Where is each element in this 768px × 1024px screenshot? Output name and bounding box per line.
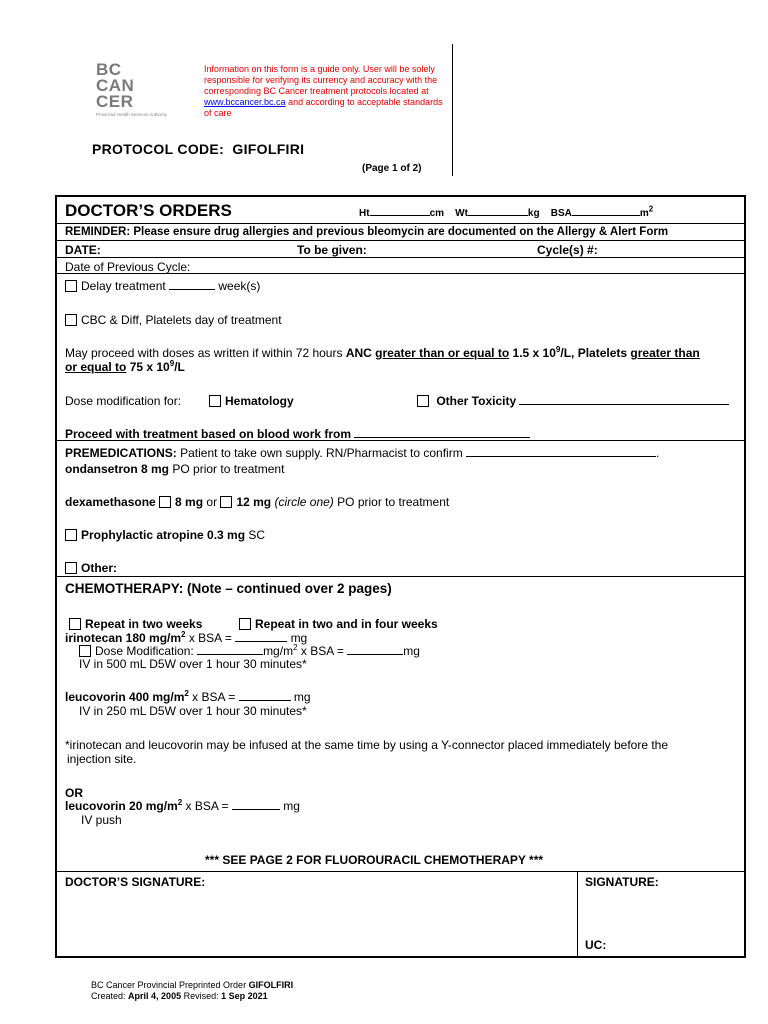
logo-line-3: CER — [96, 92, 134, 111]
dose-mod-bsa: x BSA = — [300, 644, 344, 658]
dexa-route: PO prior to treatment — [337, 495, 450, 509]
footer — [91, 980, 293, 1002]
ondansetron-route: PO prior to treatment — [172, 462, 285, 476]
iv-push: IV push — [81, 813, 122, 827]
plt-unit: /L — [174, 360, 185, 374]
irinotecan-mg: mg — [290, 631, 308, 645]
form-title: DOCTOR’S ORDERS — [65, 201, 232, 220]
delay-label: Delay treatment — [81, 279, 166, 293]
date-label: DATE: — [65, 243, 101, 257]
cbc-checkbox[interactable] — [65, 314, 77, 326]
dose-mod-mg: mg — [403, 644, 420, 658]
cbc-item — [65, 313, 282, 327]
dose-mod-label: Dose Modification: — [95, 644, 194, 658]
delay-checkbox[interactable] — [65, 280, 77, 292]
atropine-line — [65, 528, 265, 542]
proceed-text: May proceed with doses as written if within 72 hours — [65, 346, 343, 360]
bloodwork-section — [57, 274, 744, 441]
previous-cycle-row — [57, 258, 744, 274]
other-premed-checkbox[interactable] — [65, 562, 77, 574]
plt-val: 75 x 10 — [129, 360, 170, 374]
header-row — [57, 197, 744, 224]
dexa-12-checkbox[interactable] — [220, 496, 232, 508]
irinotecan-dose: irinotecan 180 mg/m — [65, 631, 182, 645]
chemotherapy-section — [57, 577, 744, 872]
to-be-given-label: To be given: — [297, 243, 367, 257]
leucovorin-400-mg-field[interactable] — [239, 691, 291, 701]
m2-sup: 2 — [648, 204, 654, 214]
uc-label: UC: — [585, 938, 607, 952]
ondansetron-dose: ondansetron 8 mg — [65, 462, 170, 476]
premed-header: PREMEDICATIONS: Patient to take own supply. RN/Pharmacist to confirm . — [65, 446, 660, 460]
doctor-signature-label: DOCTOR’S SIGNATURE: — [65, 875, 206, 889]
other-toxicity-checkbox[interactable] — [417, 395, 429, 407]
measurements — [359, 206, 653, 219]
other-toxicity-field[interactable] — [519, 395, 729, 405]
premed-note: Patient to take own supply. RN/Pharmacist to confirm — [180, 446, 463, 460]
bc-cancer-logo — [96, 62, 196, 117]
bsa-label: BSA — [550, 208, 572, 219]
reminder-row — [57, 224, 744, 241]
dose-mod-sup: 2 — [293, 643, 298, 652]
ht-field[interactable] — [370, 206, 430, 216]
repeat-two-four-weeks — [239, 617, 438, 631]
leucovorin-20-line — [65, 799, 300, 813]
premedications-section — [57, 441, 744, 577]
disclaimer-text-2: and according to acceptable standards of care — [204, 97, 443, 118]
dexamethasone-line — [65, 495, 449, 509]
cbc-label: CBC & Diff, Platelets day of treatment — [81, 313, 282, 327]
protocol-value: GIFOLFIRI — [232, 141, 305, 157]
leucovorin-20-mg: mg — [283, 799, 300, 813]
gt-text: greater than — [630, 346, 700, 360]
ht-label: Ht — [359, 208, 370, 219]
bccancer-link[interactable]: www.bccancer.bc.ca — [204, 97, 286, 107]
other-premed-label: Other: — [81, 561, 117, 575]
leucovorin-400-sup: 2 — [184, 689, 189, 698]
dose-modification-line — [79, 644, 420, 658]
disclaimer-text-1: Information on this form is a guide only. User will be solely responsible for verifying its currency and accuracy with the corresponding BC Cancer treatment protocols located at — [204, 64, 438, 96]
signature-label: SIGNATURE: — [585, 875, 659, 889]
atropine-checkbox[interactable] — [65, 529, 77, 541]
dose-mod-unit: mg/m — [263, 644, 294, 658]
dexa-label: dexamethasone — [65, 495, 156, 509]
anc-unit: /L, Platelets — [560, 346, 628, 360]
logo-line-2: CAN — [96, 76, 135, 95]
atropine-route: SC — [248, 528, 266, 542]
proceed-line-2 — [65, 360, 185, 374]
weeks-label: week(s) — [218, 279, 261, 293]
chemo-title: CHEMOTHERAPY: (Note – continued over 2 pages) — [65, 581, 392, 596]
footer-code: GIFOLFIRI — [248, 980, 294, 990]
wt-field[interactable] — [468, 206, 528, 216]
logo-line-1: BC — [96, 60, 122, 79]
signature-divider — [577, 872, 578, 956]
premed-title: PREMEDICATIONS: — [65, 446, 177, 460]
wt-label: Wt — [455, 208, 468, 219]
footer-line-2 — [91, 991, 293, 1002]
revised-date: 1 Sep 2021 — [221, 991, 268, 1001]
dexa-8-label: 8 mg — [175, 495, 204, 509]
infusion-note-1: *irinotecan and leucovorin may be infused at the same time by using a Y-connector placed immediately before the — [65, 738, 669, 752]
logo-subtitle: Provincial Health Services Authority — [96, 112, 168, 117]
header-divider — [452, 44, 453, 176]
signature-section — [57, 872, 744, 956]
cm-label: cm — [429, 208, 445, 219]
irinotecan-mg-field[interactable] — [235, 632, 287, 642]
other-toxicity-item — [417, 394, 729, 408]
leucovorin-20-sup: 2 — [177, 798, 183, 807]
infusion-note-2: injection site. — [67, 752, 137, 766]
proceed-bloodwork — [65, 427, 530, 441]
proceed-line-1 — [65, 346, 700, 360]
or-label: OR — [65, 786, 83, 800]
repeat-two-four-label: Repeat in two and in four weeks — [255, 617, 438, 631]
leucovorin-20-bsa: x BSA = — [185, 799, 229, 813]
ondansetron-line — [65, 462, 284, 476]
leucovorin-20-dose: leucovorin 20 mg/m — [65, 799, 178, 813]
anc-value — [513, 346, 628, 360]
created-date: April 4, 2005 — [128, 991, 182, 1001]
plt-exp: 9 — [169, 359, 175, 368]
circle-one: (circle one) — [274, 495, 334, 509]
dexa-12-label: 12 mg — [236, 495, 272, 509]
protocol-code — [92, 141, 304, 157]
kg-label: kg — [527, 208, 540, 219]
see-page-2: *** SEE PAGE 2 FOR FLUOROURACIL CHEMOTHERAPY *** — [205, 853, 544, 867]
repeat-two-label: Repeat in two weeks — [85, 617, 203, 631]
date-row — [57, 241, 744, 258]
bloodwork-date-field[interactable] — [354, 428, 530, 438]
previous-cycle-label: Date of Previous Cycle: — [65, 260, 191, 274]
irinotecan-sup: 2 — [181, 630, 186, 639]
irinotecan-bsa: x BSA = — [188, 631, 232, 645]
anc-val: 1.5 x 10 — [512, 346, 556, 360]
gte-text: greater than or equal to — [375, 346, 510, 360]
bsa-field[interactable] — [572, 206, 640, 216]
disclaimer — [204, 64, 444, 119]
page-number: (Page 1 of 2) — [362, 163, 422, 174]
dexa-or: or — [206, 495, 218, 509]
anc-exp: 9 — [555, 345, 561, 354]
leucovorin-iv: IV in 250 mL D5W over 1 hour 30 minutes* — [79, 704, 307, 718]
or-equal-text: or equal to — [65, 360, 127, 374]
reminder-text: REMINDER: Please ensure drug allergies and previous bleomycin are documented on the Allergy & Alert Form — [65, 226, 669, 238]
hematology-label: Hematology — [225, 394, 294, 408]
cycle-label: Cycle(s) #: — [537, 243, 598, 257]
created-label: Created: — [91, 991, 126, 1001]
dexa-8-checkbox[interactable] — [159, 496, 171, 508]
leucovorin-400-mg: mg — [293, 690, 311, 704]
leucovorin-20-mg-field[interactable] — [232, 800, 280, 810]
other-toxicity-label: Other Toxicity — [436, 394, 517, 408]
dose-mod-mg-field[interactable] — [347, 645, 403, 655]
leucovorin-400-bsa: x BSA = — [192, 690, 236, 704]
protocol-label: PROTOCOL CODE: — [92, 141, 225, 157]
proceed-bw-label: Proceed with treatment based on blood work from — [65, 427, 352, 441]
delay-treatment — [65, 279, 260, 293]
delay-weeks-field[interactable] — [169, 280, 215, 290]
repeat-two-weeks — [69, 617, 202, 631]
doctors-orders-form — [55, 195, 746, 958]
repeat-two-checkbox[interactable] — [69, 618, 81, 630]
repeat-two-four-checkbox[interactable] — [239, 618, 251, 630]
atropine-label: Prophylactic atropine 0.3 mg — [81, 528, 246, 542]
dose-mod-label: Dose modification for: — [65, 394, 182, 408]
hematology-checkbox[interactable] — [209, 395, 221, 407]
footer-order-label: BC Cancer Provincial Preprinted Order — [91, 980, 247, 990]
other-premed — [65, 561, 117, 575]
hematology-item — [209, 394, 294, 408]
revised-label: Revised: — [183, 991, 219, 1001]
m2-label: m — [639, 208, 649, 219]
irinotecan-iv: IV in 500 mL D5W over 1 hour 30 minutes* — [79, 657, 307, 671]
dose-mod-checkbox[interactable] — [79, 645, 91, 657]
leucovorin-400-line — [65, 690, 311, 704]
dose-mod-field[interactable] — [197, 645, 263, 655]
premed-confirm-field[interactable] — [466, 447, 656, 457]
irinotecan-line — [65, 631, 307, 645]
anc-label: ANC — [345, 346, 372, 360]
leucovorin-400-dose: leucovorin 400 mg/m — [65, 690, 185, 704]
footer-line-1 — [91, 980, 293, 991]
